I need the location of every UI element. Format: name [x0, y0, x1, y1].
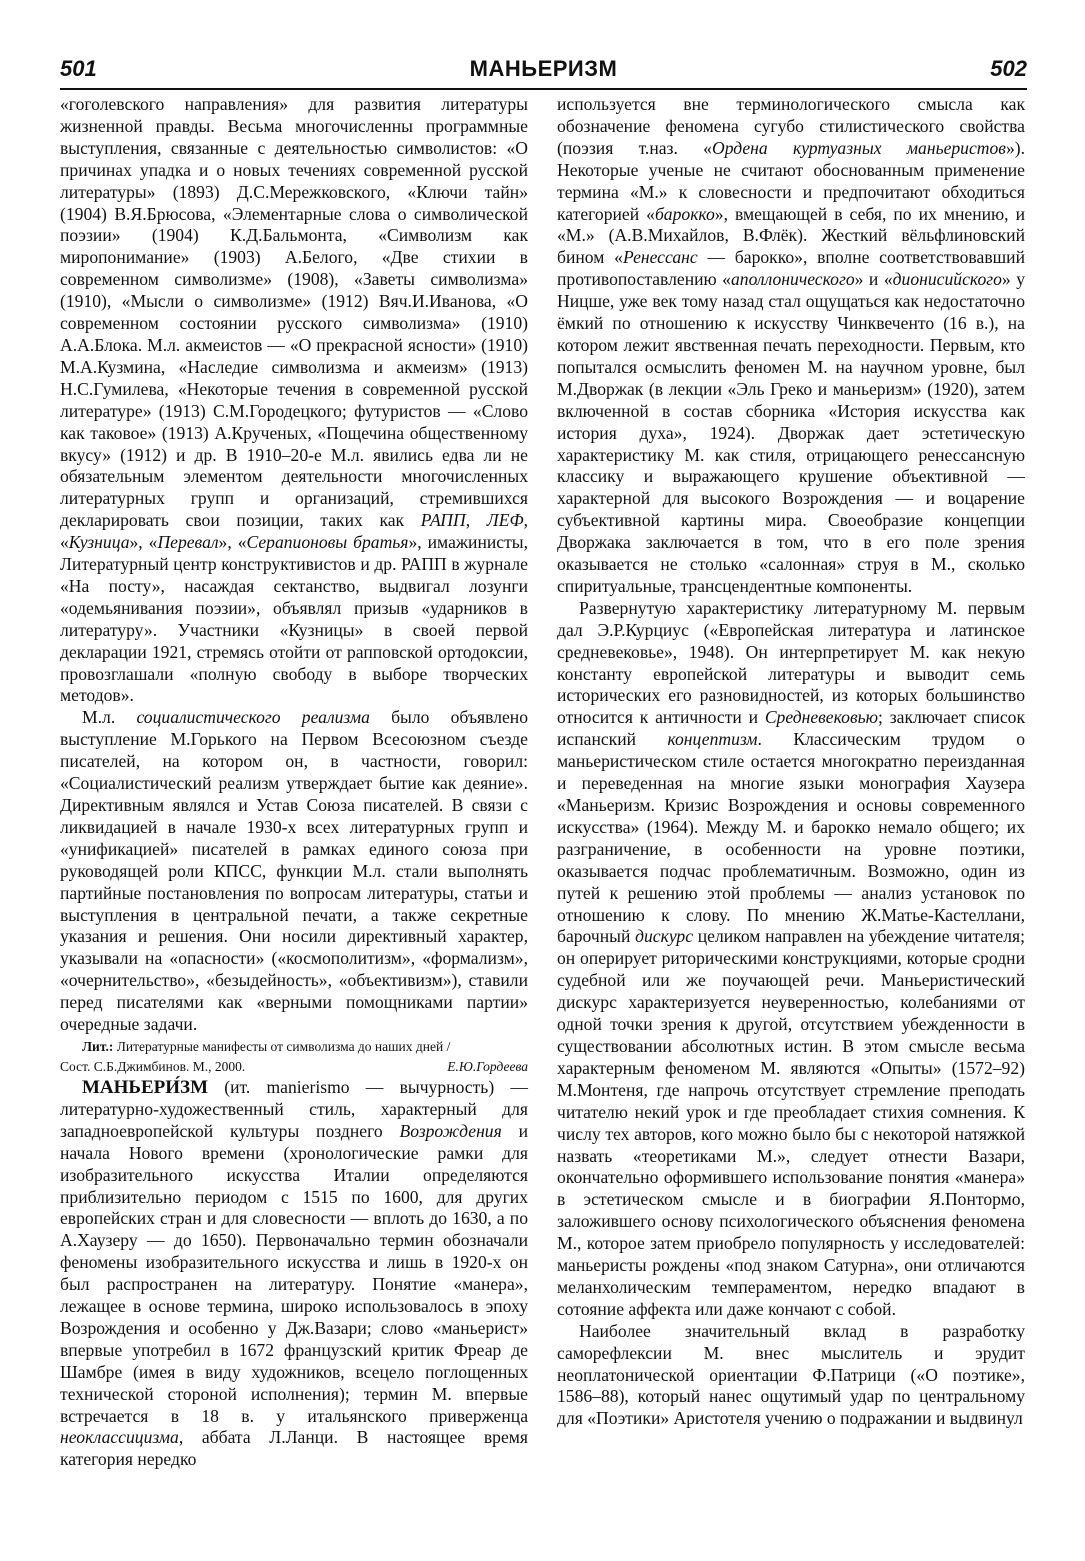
- lit-label: Лит.:: [82, 1038, 114, 1054]
- italic-term: РАПП: [420, 510, 466, 531]
- text: , аббата Л.Ланци. В настоящее время категория нередко: [60, 1427, 528, 1470]
- text: » у Ницше, уже век тому назад стал ощущаться как недостаточно ёмкий по отношению к искусству Чинквеченто (16 в.), на котором лежит явственная печать переходности. Первым, кто попытался осмыслить феномен М. на научном уровне, был М.Дворжак (в лекции «Эль Греко и маньеризм» (1920), затем включенной в состав сборника «История искусства как история духа», 1924). Дворжак дает эстетическую характеристику М. как стиля, отрицающего ренессансную классику и выражающего крушение объективной — характерной для высокого Возрождения — и воцарение субъективной картины мира. Своеобразие концепции Дворжака заключается в том, что в его поле зрения оказывается не столько «салонная» струя в М., сколько спиритуальные, трансцендентные компоненты.: [557, 269, 1026, 596]
- article-author: Е.Ю.Гордеева: [447, 1058, 528, 1074]
- text: используется вне терминологического смысла как обозначение феномена сугубо стилистического свойства (поэзия т.наз. «: [557, 94, 1025, 158]
- text: », вмещающей в себя, по их мнению, и «М.» (А.В.Михайлов, В.Флёк). Жесткий вёльфлиновский бином «: [557, 203, 1025, 268]
- text: М.л.: [82, 707, 137, 728]
- paragraph: [60, 707, 528, 1036]
- paragraph: [60, 94, 528, 707]
- lit-text: Литературные манифесты от символизма до наших дней /: [113, 1038, 451, 1054]
- text: и начала Нового времени (хронологические рамки для изобразительного искусства Италии определяются приблизительно периодом с 1515 по 1600, для других европейских стран и для словесности — вплоть до 1630, а по А.Хаузеру — до 1650). Первоначально термин обозначали феномены изобразительного искусства и лишь в 1920-х он был распространен на литературу. Понятие «манера», лежащее в основе термина, широко использовалось в эпоху Возрождения и особенно у Дж.Вазари; слово «маньерист» впервые употребил в 1672 французский критик Фреар де Шамбре (имея в виду художников, всецело поглощенных технической стороной исполнения); термин М. впервые встречается в 18 в. у итальянского приверженца: [60, 1120, 528, 1426]
- text: (ит. manierismo — вычурность) — литературно-художественный стиль, характерный для западноевропейской культуры позднего: [60, 1076, 528, 1141]
- text: — барокко», вполне соответствовавший противопоставлению «: [557, 247, 1026, 290]
- right-column: [557, 94, 1025, 1430]
- italic-term: концептизм: [667, 729, 758, 750]
- text: было объявлено выступление М.Горького на Первом Всесоюзном съезде писателей, на котором он, в частности, говорил: «Социалистический реализм утверждает бытие как деяние». Директивным являлся и Устав Союза писателей. В связи с ликвидацией в начале 1930-х всех литературных групп и «унификацией» писателей в рамках единого союза при руководящей роли КПСС, функции М.л. стали выполнять партийные постановления по вопросам литературы, статьи и выступления в центральной печати, а также секретные указания и решения. Они носили директивный характер, указывали на «опасности» («космополитизм», «формализм», «очернительство», «безыдейность», «объективизм»), ставили перед писателями как «верными помощниками партии» очередные задачи.: [60, 707, 529, 1035]
- paragraph: [557, 598, 1025, 1321]
- running-title: МАНЬЕРИЗМ: [469, 56, 618, 81]
- page-header: [60, 56, 1027, 90]
- text: ,: [465, 510, 487, 531]
- literature-reference: [60, 1037, 528, 1077]
- text: », имажинисты, Литературный центр конструктивистов и др. РАПП в журнале «На посту», насаждая сектанство, выдвигал лозунги «одемьянивания поэзии», объявлял призыв «ударников в литературу». Участники «Кузницы» в своей первой декларации 1921, стремясь отойти от рапповской ортодоксии, провозглашали «полную свободу в выборе творческих методов».: [60, 532, 528, 706]
- text: », «: [218, 532, 247, 553]
- text: »). Некоторые ученые не считают обоснованным применение термина «М.» к словесности и предпочитают обходиться категорией «: [557, 137, 1025, 224]
- italic-term: социалистического реализма: [136, 707, 370, 728]
- italic-term: дионисийского: [892, 269, 1002, 290]
- text: . Классическим трудом о маньеристическом стиле остается многократно переизданная и переведенная на многие языки монография Хаузера «Маньеризм. Кризис Возрождения и основы современного искусства» (1964). Между М. и барокко немало общего; их разграничение, в особенности на уровне поэтики, оказывается подчас проблематичным. Возможно, один из путей к решению этой проблемы — анализ установок по отношению к слову. По мнению Ж.Матье-Кастеллани, барочный: [557, 729, 1025, 947]
- italic-term: Ренессанс: [622, 247, 698, 268]
- italic-term: Возрождения: [399, 1120, 502, 1141]
- lit-text: Сост. С.Б.Джимбинов. М., 2000.: [60, 1058, 246, 1074]
- text: » и «: [854, 269, 893, 290]
- lit-author-line: [60, 1057, 528, 1077]
- italic-term: ЛЕФ: [486, 510, 524, 531]
- italic-term: Перевал: [157, 532, 219, 553]
- italic-term: барокко: [654, 203, 715, 224]
- left-page-number: 501: [60, 56, 97, 81]
- italic-term: дискурс: [635, 926, 694, 947]
- italic-term: Средневековью: [764, 707, 879, 728]
- left-column: [60, 94, 528, 1471]
- entry-paragraph: [60, 1077, 528, 1471]
- paragraph: [557, 94, 1025, 598]
- text: », «: [129, 532, 158, 553]
- entry-headword: МАНЬЕРИ́ЗМ: [82, 1076, 209, 1098]
- italic-term: аполлонического: [730, 269, 855, 290]
- text: Развернутую характеристику литературному М. первым дал Э.Р.Курциус («Европейская литература и латинское средневековье», 1948). Он интерпретирует М. как некую константу европейской литературы и выводит семь исторических его разновидностей, из которых большинство относится к античности и: [557, 597, 1025, 728]
- right-page-number: 502: [990, 56, 1027, 81]
- paragraph: [557, 1321, 1025, 1431]
- text: , «: [60, 510, 528, 553]
- italic-term: Ордена куртуазных маньеристов: [711, 137, 1006, 158]
- italic-term: неоклассицизма: [60, 1427, 179, 1448]
- italic-term: Серапионовы братья: [246, 532, 409, 553]
- italic-term: Кузница: [68, 532, 130, 553]
- text: «гоголевского направления» для развития литературы жизненной правды. Весьма многочисленны программные выступления, связанные с деятельностью символистов: «О причинах упадка и о новых течениях современной русской литературы» (1893) Д.С.Мережковского, «Ключи тайн» (1904) В.Я.Брюсова, «Элементарные слова о символической поэзии» (1904) К.Д.Бальмонта, «Символизм как миропонимание» (1903) А.Белого, «Две стихии в современном символизме» (1908), «Заветы символизма» (1910), «Мысли о символизме» (1912) Вяч.И.Иванова, «О современном состоянии русского символизма» (1910) А.А.Блока. М.л. акмеистов — «О прекрасной ясности» (1910) М.А.Кузмина, «Наследие символизма и акмеизм» (1913) Н.С.Гумилева, «Некоторые течения в современной русской литературе» (1913) С.М.Городецкого; футуристов — «Слово как таковое» (1913) А.Крученых, «Пощечина общественному вкусу» (1912) и др. В 1910–20-е М.л. явились едва ли не обязательным элементом деятельности многочисленных литературных групп и организаций, стремившихся декларировать свои позиции, таких как: [60, 94, 528, 531]
- header-rule: [60, 88, 1027, 90]
- text: ; заключает список испанский: [557, 707, 1025, 750]
- text: целиком направлен на убеждение читателя; он оперирует риторическими конструкциями, которые сродни судебной или же поучающей речи. Маньеристический дискурс характеризуется неуверенностью, колебаниями от одной точки зрения к другой, отсутствием убежденности в существовании абсолютных истин. В этом смысле весьма характерным феноменом М. являются «Опыты» (1572–92) М.Монтеня, где напрочь отсутствует стремление преподать читателю некий урок и где преобладает стихия сомнения. К числу тех авторов, кого можно было бы с некоторой натяжкой назвать «теоретиками М.», следует отнести Вазари, окончательно оформившего использование понятия «манера» в эстетическом смысле и в биографии Я.Понтормо, заложившего основу психологического объяснения феномена М., которое затем приобрело популярность у исследователей: маньеристы рождены «под знаком Сатурна», они отличаются меланхолическим темпераментом, нередко впадают в сотояние аффекта или даже кончают с собой.: [557, 926, 1025, 1319]
- text: Наиболее значительный вклад в разработку саморефлексии М. внес мыслитель и эрудит неоплатонической ориентации Ф.Патрици («О поэтике», 1586–88), который нанес ощутимый удар по центральному для «Поэтики» Аристотеля учению о подражании и выдвинул: [557, 1320, 1025, 1429]
- lit-line: [60, 1037, 528, 1057]
